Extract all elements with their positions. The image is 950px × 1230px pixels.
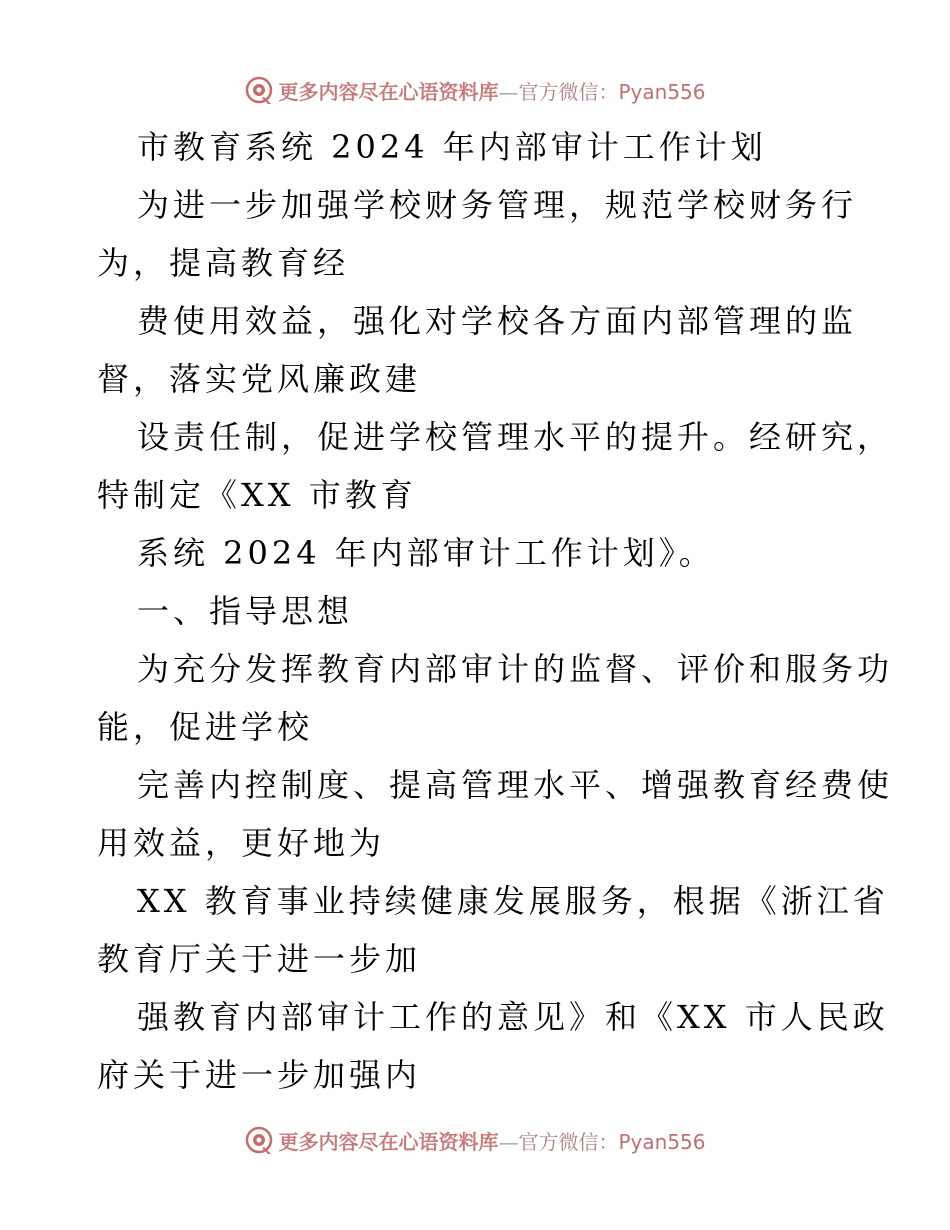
eye-pen-logo-icon — [244, 1125, 274, 1155]
paragraph-line: 教育厅关于进一步加 — [97, 940, 422, 978]
paragraph-line: 完善内控制度、提高管理水平、增强教育经费使 — [137, 766, 894, 804]
paragraph-line: 督，落实党风廉政建 — [97, 360, 422, 398]
header-banner — [0, 70, 950, 110]
banner-slogan: 更多内容尽在心语资料库 — [278, 79, 499, 104]
banner-slogan: 更多内容尽在心语资料库 — [278, 1129, 499, 1154]
paragraph-line: XX 教育事业持续健康发展服务，根据《浙江省 — [137, 882, 889, 920]
banner-separator: — — [498, 1129, 519, 1154]
paragraph-line: 府关于进一步加强内 — [97, 1056, 422, 1094]
paragraph-line: 费使用效益，强化对学校各方面内部管理的监 — [137, 302, 858, 340]
wechat-label: 官方微信： — [518, 1129, 619, 1154]
wechat-label: 官方微信： — [518, 79, 619, 104]
paragraph-line: 用效益，更好地为 — [97, 824, 386, 862]
wechat-id: Pyan556 — [618, 79, 706, 104]
section-heading: 一、指导思想 — [137, 592, 354, 630]
wechat-id: Pyan556 — [618, 1129, 706, 1154]
paragraph-line: 强教育内部审计工作的意见》和《XX 市人民政 — [137, 998, 889, 1036]
paragraph-line: 为充分发挥教育内部审计的监督、评价和服务功 — [137, 650, 894, 688]
paragraph-line: 特制定《XX 市教育 — [97, 476, 417, 514]
banner-separator: — — [498, 79, 519, 104]
document-body — [97, 118, 894, 1104]
footer-banner — [0, 1120, 950, 1160]
eye-pen-logo-icon — [244, 75, 274, 105]
paragraph-line: 设责任制，促进学校管理水平的提升。经研究， — [137, 418, 894, 456]
paragraph-line: 为进一步加强学校财务管理，规范学校财务行 — [137, 186, 858, 224]
doc-title: 市教育系统 2024 年内部审计工作计划 — [137, 128, 767, 166]
paragraph-line: 为，提高教育经 — [97, 244, 350, 282]
paragraph-line: 能，促进学校 — [97, 708, 314, 746]
paragraph-line: 系统 2024 年内部审计工作计划》。 — [137, 534, 715, 572]
